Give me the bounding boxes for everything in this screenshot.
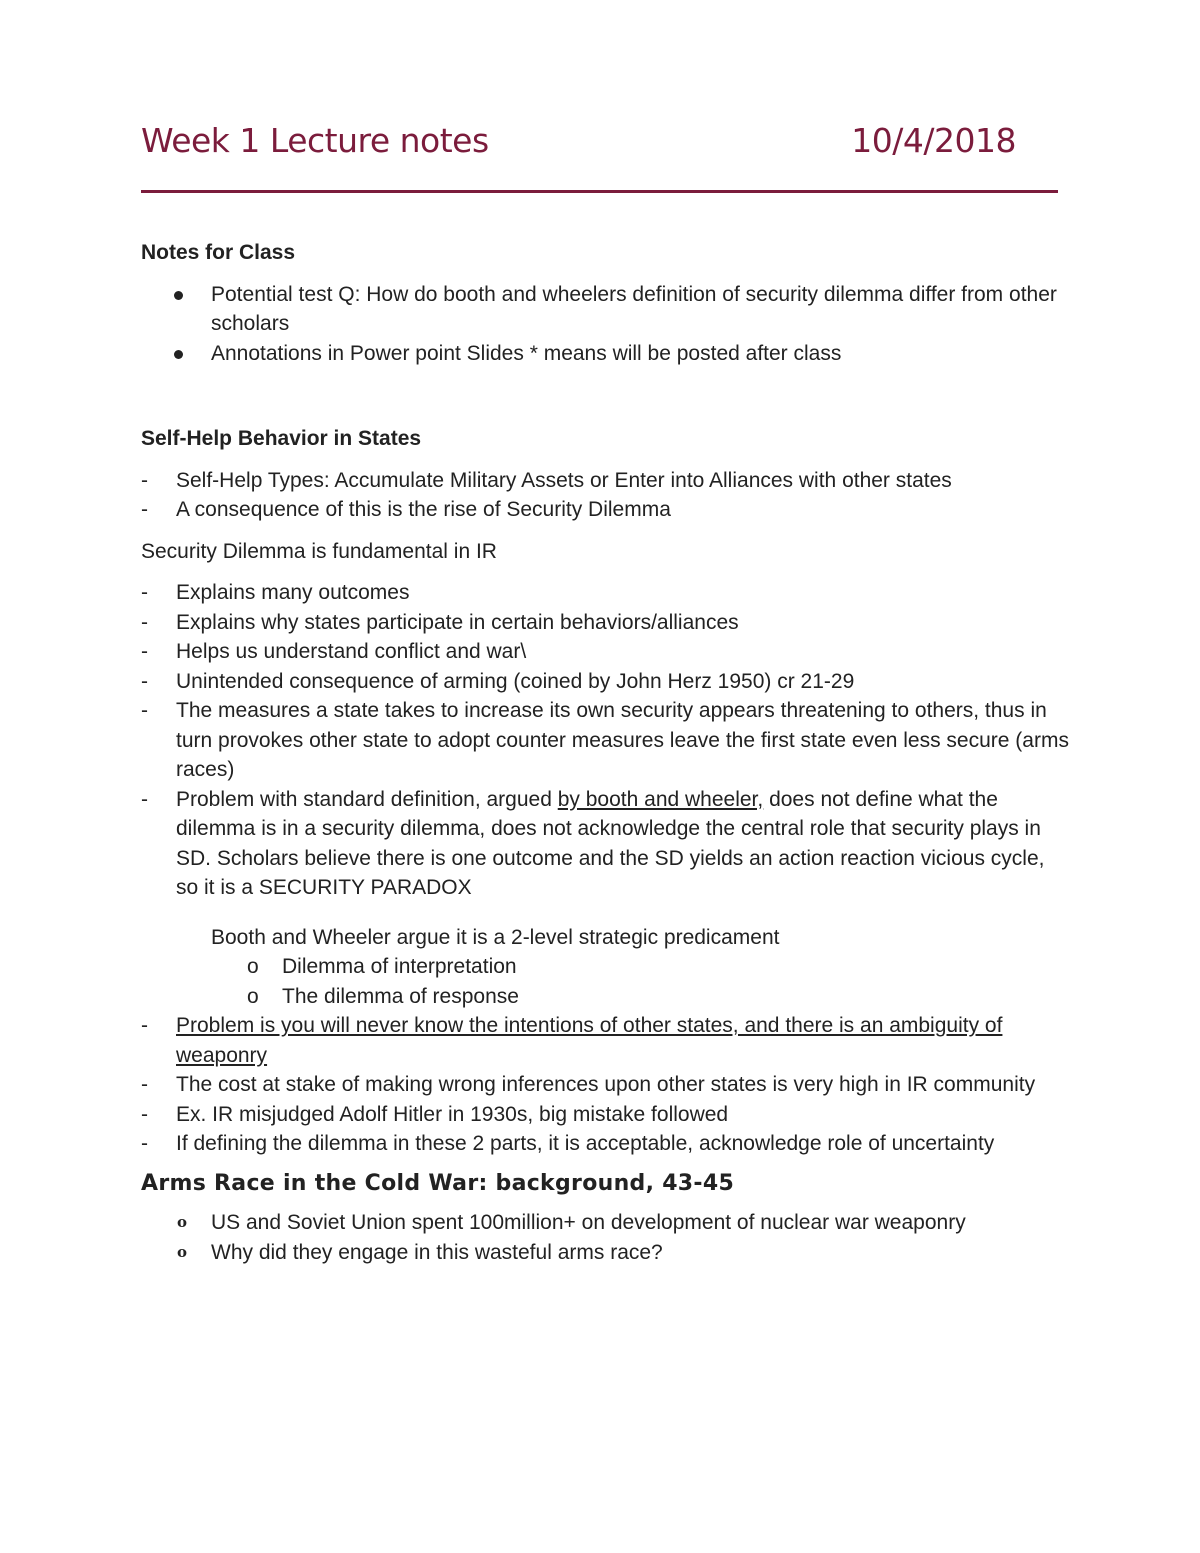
dash-marker: - [141, 581, 148, 604]
list-item: o Dilemma of interpretation [141, 952, 1071, 982]
dash-marker: - [141, 498, 148, 521]
dash-marker: - [141, 1014, 148, 1037]
arms-race-list [141, 1208, 1071, 1267]
bullet-icon [174, 291, 183, 300]
document-header [141, 118, 1058, 193]
list-item: - A consequence of this is the rise of Security Dilemma [141, 495, 1071, 525]
list-item [141, 1011, 1071, 1070]
dash-marker: - [141, 787, 148, 811]
uncertainty-dash-list [141, 1011, 1071, 1159]
document-date: 10/4/2018 [851, 121, 1016, 160]
dash-marker: - [141, 699, 148, 722]
security-dilemma-dash-list [141, 578, 1071, 903]
list-item: - Self-Help Types: Accumulate Military Assets or Enter into Alliances with other states [141, 466, 1071, 496]
section-heading-arms-race: Arms Race in the Cold War: background, 43-45 [141, 1170, 735, 1196]
dash-marker: - [141, 610, 148, 634]
notes-bullet-list [141, 280, 1071, 369]
list-item: o Why did they engage in this wasteful arms race? [141, 1238, 1071, 1268]
dash-marker: - [141, 1132, 148, 1155]
dash-marker: - [141, 669, 148, 693]
list-item: - Helps us understand conflict and war\ [141, 637, 1071, 667]
dash-marker: - [141, 1073, 148, 1096]
circle-marker: o [177, 1242, 188, 1261]
list-item: o The dilemma of response [141, 982, 1071, 1012]
underlined-text: Problem is you will never know the intentions of other states, and there is an ambiguity of weaponry [176, 1014, 1003, 1067]
self-help-dash-list [141, 466, 1071, 525]
circle-marker: o [247, 955, 259, 978]
underlined-text: by booth and wheeler, [557, 787, 764, 811]
list-item: - Ex. IR misjudged Adolf Hitler in 1930s, big mistake followed [141, 1100, 1071, 1130]
circle-marker: o [177, 1213, 188, 1231]
circle-marker: o [247, 984, 259, 1008]
security-dilemma-paragraph: Security Dilemma is fundamental in IR [141, 539, 497, 563]
list-item: - Explains many outcomes [141, 578, 1071, 608]
booth-wheeler-paragraph: Booth and Wheeler argue it is a 2-level strategic predicament [211, 925, 780, 949]
list-item: - The cost at stake of making wrong inferences upon other states is very high in IR community [141, 1070, 1071, 1100]
list-item: - If defining the dilemma in these 2 parts, it is acceptable, acknowledge role of uncertainty [141, 1129, 1071, 1159]
list-item: Potential test Q: How do booth and wheelers definition of security dilemma differ from other scholars [141, 280, 1071, 339]
list-item: - The measures a state takes to increase its own security appears threatening to others, thus in turn provokes other state to adopt counter measures leave the first state even less secure (arms races) [141, 696, 1071, 785]
document-body [141, 238, 1071, 1267]
list-item: o US and Soviet Union spent 100million+ on development of nuclear war weaponry [141, 1208, 1071, 1238]
dash-marker: - [141, 468, 148, 492]
dash-marker: - [141, 640, 148, 663]
list-item: - Explains why states participate in certain behaviors/alliances [141, 608, 1071, 638]
list-item: Annotations in Power point Slides * means will be posted after class [141, 339, 1071, 369]
bullet-icon [174, 350, 183, 359]
section-heading-self-help: Self-Help Behavior in States [141, 427, 422, 450]
list-item: - Problem with standard definition, argued by booth and wheeler, does not define what the dilemma is in a security dilemma, does not acknowledge the central role that security plays in SD. Scholars believe there is one outcome and the SD yields an action reaction vicious cycle, so it is a SECURITY PARADOX [141, 785, 1071, 903]
dash-marker: - [141, 1102, 148, 1126]
section-heading-notes-for-class: Notes for Class [141, 241, 296, 264]
list-item: - Unintended consequence of arming (coined by John Herz 1950) cr 21-29 [141, 667, 1071, 697]
dilemma-sub-list [141, 952, 1071, 1011]
page-title: Week 1 Lecture notes [141, 121, 489, 160]
